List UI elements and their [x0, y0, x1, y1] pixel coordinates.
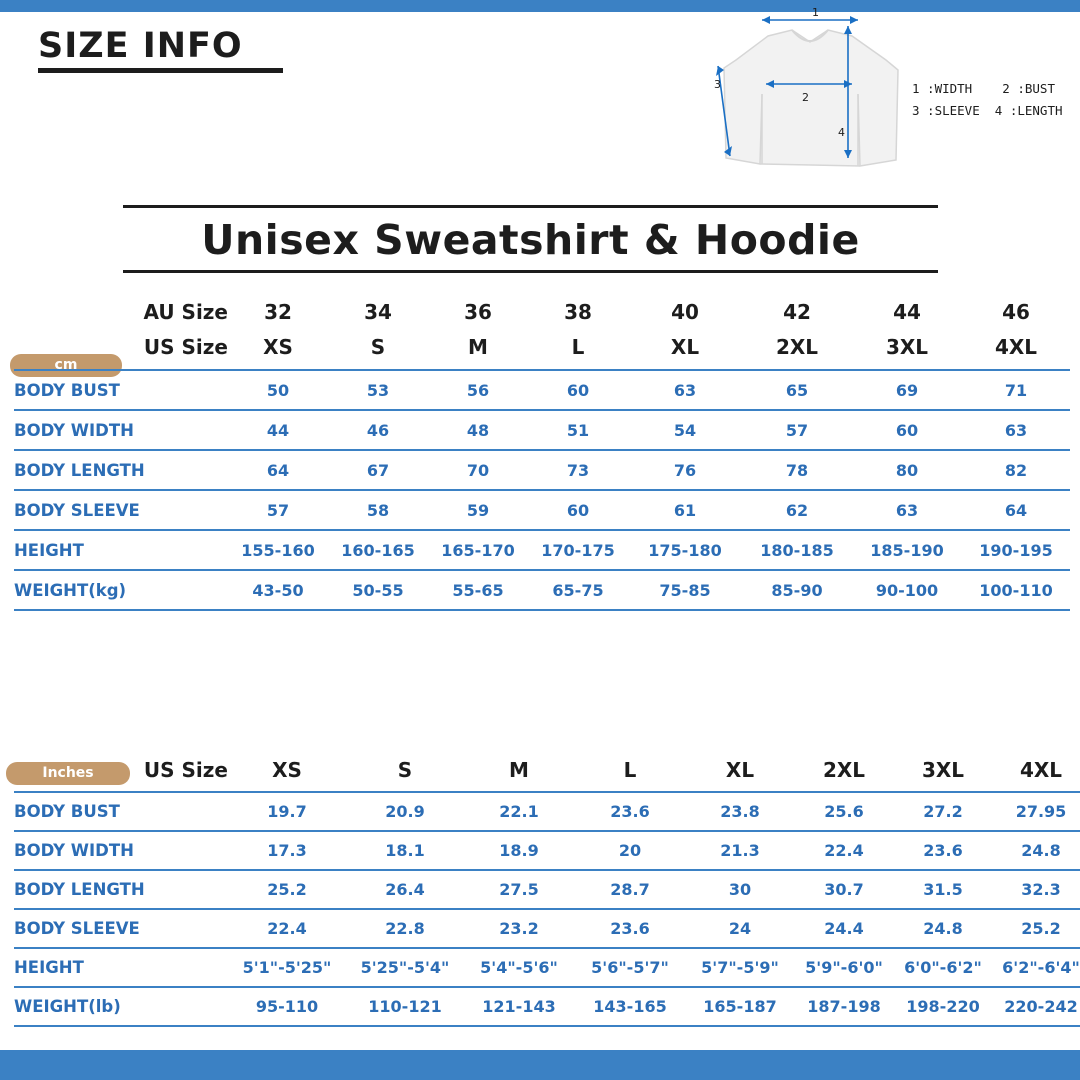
cm-r4-c0: 155-160 — [228, 530, 328, 570]
legend-line-2: 3 :SLEEVE 4 :LENGTH — [912, 103, 1063, 118]
cm-r5-c5: 85-90 — [742, 570, 852, 610]
cm-row-2-label: BODY LENGTH — [14, 450, 228, 490]
cm-row-1-label: BODY WIDTH — [14, 410, 228, 450]
cm-r2-c4: 76 — [628, 450, 742, 490]
cm-r4-c6: 185-190 — [852, 530, 962, 570]
table-row — [14, 490, 1070, 530]
cm-r0-c4: 63 — [628, 370, 742, 410]
us-size-cm-6: 3XL — [852, 324, 962, 370]
au-size-5: 42 — [783, 300, 811, 324]
au-size-4: 40 — [671, 300, 699, 324]
cm-r1-c1: 46 — [328, 410, 428, 450]
us-size-cm-1: S — [328, 324, 428, 370]
us-size-cm-4: XL — [628, 324, 742, 370]
in-r2-c4: 30 — [686, 870, 794, 909]
cm-r1-c5: 57 — [742, 410, 852, 450]
in-r4-c5: 5'9"-6'0" — [794, 948, 894, 987]
cm-row-4-label: HEIGHT — [14, 530, 228, 570]
us-size-cm-0: XS — [228, 324, 328, 370]
cm-r0-c0: 50 — [228, 370, 328, 410]
main-heading: Unisex Sweatshirt & Hoodie — [201, 216, 860, 264]
cm-r5-c1: 50-55 — [328, 570, 428, 610]
main-heading-block — [123, 205, 938, 273]
in-r2-c0: 25.2 — [228, 870, 346, 909]
cm-r4-c7: 190-195 — [962, 530, 1070, 570]
cm-r5-c2: 55-65 — [428, 570, 528, 610]
in-r0-c5: 25.6 — [794, 792, 894, 831]
cm-r4-c5: 180-185 — [742, 530, 852, 570]
in-r1-c2: 18.9 — [464, 831, 574, 870]
cm-row-3-label: BODY SLEEVE — [14, 490, 228, 530]
table-row — [14, 570, 1070, 610]
cm-r5-c3: 65-75 — [528, 570, 628, 610]
au-size-7: 46 — [1002, 300, 1030, 324]
us-size-label-cm: US Size — [14, 324, 228, 370]
cm-r4-c3: 170-175 — [528, 530, 628, 570]
cm-r2-c5: 78 — [742, 450, 852, 490]
in-r4-c0: 5'1"-5'25" — [228, 948, 346, 987]
au-size-0: 32 — [264, 300, 292, 324]
cm-r1-c7: 63 — [962, 410, 1070, 450]
inch-size-table — [14, 748, 1080, 1027]
cm-r5-c4: 75-85 — [628, 570, 742, 610]
bottom-accent-band — [0, 1050, 1080, 1080]
cm-row-0-label: BODY BUST — [14, 370, 228, 410]
in-r5-c0: 95-110 — [228, 987, 346, 1026]
in-r3-c7: 25.2 — [992, 909, 1080, 948]
in-r1-c7: 24.8 — [992, 831, 1080, 870]
in-r4-c7: 6'2"-6'4" — [992, 948, 1080, 987]
in-r3-c2: 23.2 — [464, 909, 574, 948]
au-size-6: 44 — [893, 300, 921, 324]
in-r4-c3: 5'6"-5'7" — [574, 948, 686, 987]
in-r5-c7: 220-242 — [992, 987, 1080, 1026]
measurement-legend — [912, 78, 1063, 122]
cm-r2-c1: 67 — [328, 450, 428, 490]
cm-r5-c7: 100-110 — [962, 570, 1070, 610]
svg-text:3: 3 — [714, 78, 721, 91]
cm-size-table — [14, 300, 1070, 611]
cm-r1-c4: 54 — [628, 410, 742, 450]
cm-r0-c1: 53 — [328, 370, 428, 410]
table-row — [14, 530, 1070, 570]
in-row-4-label: HEIGHT — [14, 948, 228, 987]
cm-r2-c2: 70 — [428, 450, 528, 490]
in-r3-c3: 23.6 — [574, 909, 686, 948]
cm-r0-c3: 60 — [528, 370, 628, 410]
title-underline — [38, 68, 283, 73]
in-r1-c0: 17.3 — [228, 831, 346, 870]
us-size-cm-2: M — [428, 324, 528, 370]
table-row — [14, 909, 1080, 948]
in-r2-c2: 27.5 — [464, 870, 574, 909]
us-size-label-inch: US Size — [14, 748, 228, 792]
cm-r3-c5: 62 — [742, 490, 852, 530]
in-r4-c6: 6'0"-6'2" — [894, 948, 992, 987]
cm-r1-c3: 51 — [528, 410, 628, 450]
in-r4-c2: 5'4"-5'6" — [464, 948, 574, 987]
cm-r4-c1: 160-165 — [328, 530, 428, 570]
cm-r0-c2: 56 — [428, 370, 528, 410]
au-size-3: 38 — [564, 300, 592, 324]
in-r1-c6: 23.6 — [894, 831, 992, 870]
in-r5-c1: 110-121 — [346, 987, 464, 1026]
cm-r0-c7: 71 — [962, 370, 1070, 410]
in-row-2-label: BODY LENGTH — [14, 870, 228, 909]
us-size-in-1: S — [346, 748, 464, 792]
cm-r3-c0: 57 — [228, 490, 328, 530]
in-r0-c3: 23.6 — [574, 792, 686, 831]
us-size-in-4: XL — [686, 748, 794, 792]
in-r0-c4: 23.8 — [686, 792, 794, 831]
table-row — [14, 410, 1070, 450]
cm-r0-c5: 65 — [742, 370, 852, 410]
inch-us-size-row — [14, 748, 1080, 792]
in-r1-c4: 21.3 — [686, 831, 794, 870]
cm-r5-c0: 43-50 — [228, 570, 328, 610]
cm-r1-c0: 44 — [228, 410, 328, 450]
in-r3-c6: 24.8 — [894, 909, 992, 948]
us-size-cm-5: 2XL — [742, 324, 852, 370]
table-row — [14, 870, 1080, 909]
in-r2-c7: 32.3 — [992, 870, 1080, 909]
svg-text:1: 1 — [812, 8, 819, 19]
au-size-1: 34 — [364, 300, 392, 324]
in-r5-c4: 165-187 — [686, 987, 794, 1026]
cm-r3-c6: 63 — [852, 490, 962, 530]
cm-row-5-label: WEIGHT(kg) — [14, 570, 228, 610]
in-r5-c6: 198-220 — [894, 987, 992, 1026]
in-r5-c5: 187-198 — [794, 987, 894, 1026]
us-size-in-3: L — [574, 748, 686, 792]
cm-r2-c6: 80 — [852, 450, 962, 490]
in-r0-c1: 20.9 — [346, 792, 464, 831]
in-r4-c4: 5'7"-5'9" — [686, 948, 794, 987]
table-row — [14, 370, 1070, 410]
table-row — [14, 450, 1070, 490]
heading-rule-bottom — [123, 270, 938, 273]
cm-au-size-row — [14, 300, 1070, 324]
us-size-cm-7: 4XL — [962, 324, 1070, 370]
in-row-1-label: BODY WIDTH — [14, 831, 228, 870]
us-size-in-5: 2XL — [794, 748, 894, 792]
cm-r3-c1: 58 — [328, 490, 428, 530]
cm-r2-c0: 64 — [228, 450, 328, 490]
us-size-cm-3: L — [528, 324, 628, 370]
cm-r1-c2: 48 — [428, 410, 528, 450]
page-title: SIZE INFO — [38, 26, 243, 66]
header-title-block — [38, 26, 458, 73]
in-r0-c2: 22.1 — [464, 792, 574, 831]
in-r5-c3: 143-165 — [574, 987, 686, 1026]
us-size-in-7: 4XL — [992, 748, 1080, 792]
garment-diagram — [700, 8, 920, 183]
cm-r0-c6: 69 — [852, 370, 962, 410]
table-row — [14, 987, 1080, 1026]
cm-r1-c6: 60 — [852, 410, 962, 450]
cm-unit-chip: cm — [10, 354, 122, 377]
in-r3-c1: 22.8 — [346, 909, 464, 948]
in-r2-c3: 28.7 — [574, 870, 686, 909]
in-row-0-label: BODY BUST — [14, 792, 228, 831]
table-row — [14, 948, 1080, 987]
inches-unit-chip: Inches — [6, 762, 130, 785]
cm-r4-c4: 175-180 — [628, 530, 742, 570]
cm-r2-c3: 73 — [528, 450, 628, 490]
in-r3-c0: 22.4 — [228, 909, 346, 948]
in-r2-c5: 30.7 — [794, 870, 894, 909]
svg-text:4: 4 — [838, 126, 845, 139]
in-row-5-label: WEIGHT(lb) — [14, 987, 228, 1026]
table-row — [14, 831, 1080, 870]
table-row — [14, 792, 1080, 831]
au-size-label: AU Size — [143, 300, 228, 324]
cm-r3-c2: 59 — [428, 490, 528, 530]
cm-r3-c3: 60 — [528, 490, 628, 530]
in-r2-c6: 31.5 — [894, 870, 992, 909]
in-row-3-label: BODY SLEEVE — [14, 909, 228, 948]
cm-r5-c6: 90-100 — [852, 570, 962, 610]
cm-r3-c7: 64 — [962, 490, 1070, 530]
cm-r4-c2: 165-170 — [428, 530, 528, 570]
au-size-2: 36 — [464, 300, 492, 324]
us-size-in-2: M — [464, 748, 574, 792]
in-r3-c5: 24.4 — [794, 909, 894, 948]
in-r0-c6: 27.2 — [894, 792, 992, 831]
in-r1-c3: 20 — [574, 831, 686, 870]
in-r4-c1: 5'25"-5'4" — [346, 948, 464, 987]
svg-text:2: 2 — [802, 91, 809, 104]
in-r5-c2: 121-143 — [464, 987, 574, 1026]
cm-us-size-row — [14, 324, 1070, 370]
in-r3-c4: 24 — [686, 909, 794, 948]
cm-r2-c7: 82 — [962, 450, 1070, 490]
in-r1-c5: 22.4 — [794, 831, 894, 870]
us-size-in-6: 3XL — [894, 748, 992, 792]
in-r0-c7: 27.95 — [992, 792, 1080, 831]
legend-line-1: 1 :WIDTH 2 :BUST — [912, 81, 1055, 96]
us-size-in-0: XS — [228, 748, 346, 792]
cm-r3-c4: 61 — [628, 490, 742, 530]
in-r0-c0: 19.7 — [228, 792, 346, 831]
in-r2-c1: 26.4 — [346, 870, 464, 909]
in-r1-c1: 18.1 — [346, 831, 464, 870]
